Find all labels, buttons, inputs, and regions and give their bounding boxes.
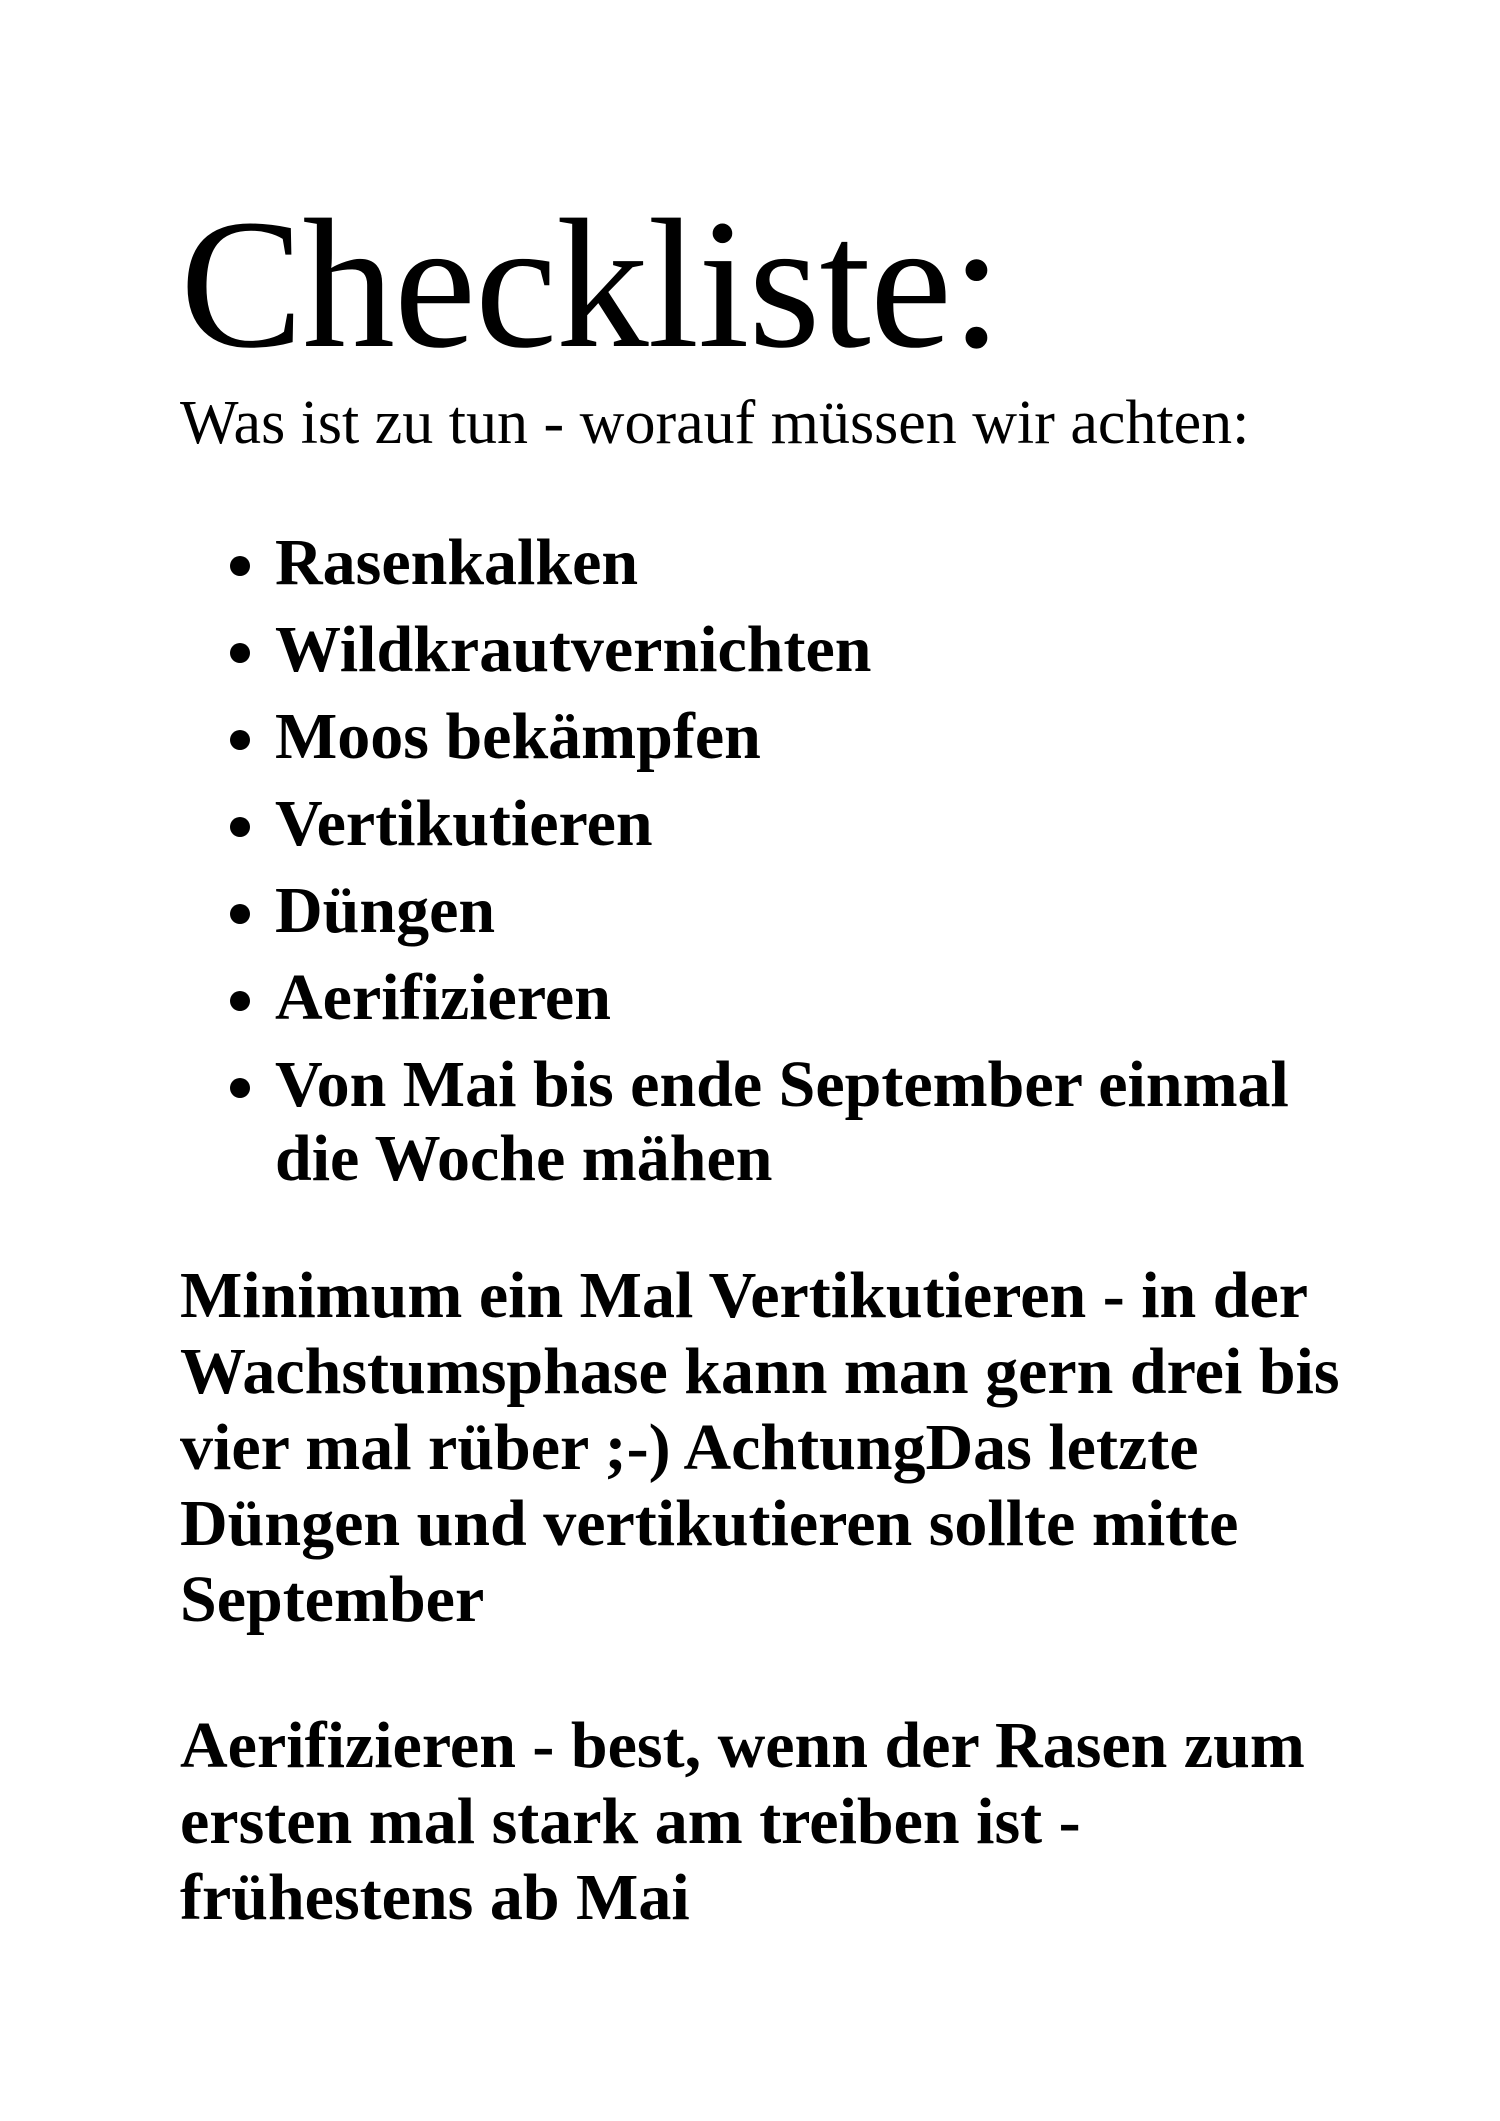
list-item: [230, 961, 1380, 1035]
list-item-text: Von Mai bis ende September einmal die Woche mähen: [275, 1048, 1289, 1195]
bullet-icon: [230, 991, 250, 1011]
list-item-text: Düngen: [275, 874, 496, 947]
list-item-text: Wildkrautvernichten: [275, 613, 872, 686]
bullet-icon: [230, 556, 250, 576]
page-title: Checkliste:: [180, 182, 1002, 387]
note-paragraph-aerifizieren: Aerifizieren - best, wenn der Rasen zum ersten mal stark am treiben ist - frühestens ab Mai: [180, 1709, 1305, 1934]
bullet-icon: [230, 730, 250, 750]
bullet-icon: [230, 904, 250, 924]
checklist: [180, 526, 1380, 1196]
list-item-text: Aerifizieren: [275, 961, 611, 1034]
list-item-text: Rasenkalken: [275, 526, 639, 599]
list-item: [230, 613, 1380, 687]
document-page: [180, 182, 1380, 1936]
list-item: [230, 874, 1380, 948]
list-item-text: Moos bekämpfen: [275, 700, 761, 773]
list-item: [230, 1048, 1380, 1196]
note-paragraph-vertikutieren: Minimum ein Mal Vertikutieren - in der Wachstumsphase kann man gern drei bis vier mal rüber ;-) AchtungDas letzte Düngen und vertikutieren sollte mitte September: [180, 1259, 1340, 1636]
page-subtitle: Was ist zu tun - worauf müssen wir achten:: [180, 389, 1250, 457]
bullet-icon: [230, 643, 250, 663]
bullet-icon: [230, 817, 250, 837]
list-item: [230, 526, 1380, 600]
list-item: [230, 700, 1380, 774]
bullet-icon: [230, 1078, 250, 1098]
list-item: [230, 787, 1380, 861]
list-item-text: Vertikutieren: [275, 787, 653, 860]
